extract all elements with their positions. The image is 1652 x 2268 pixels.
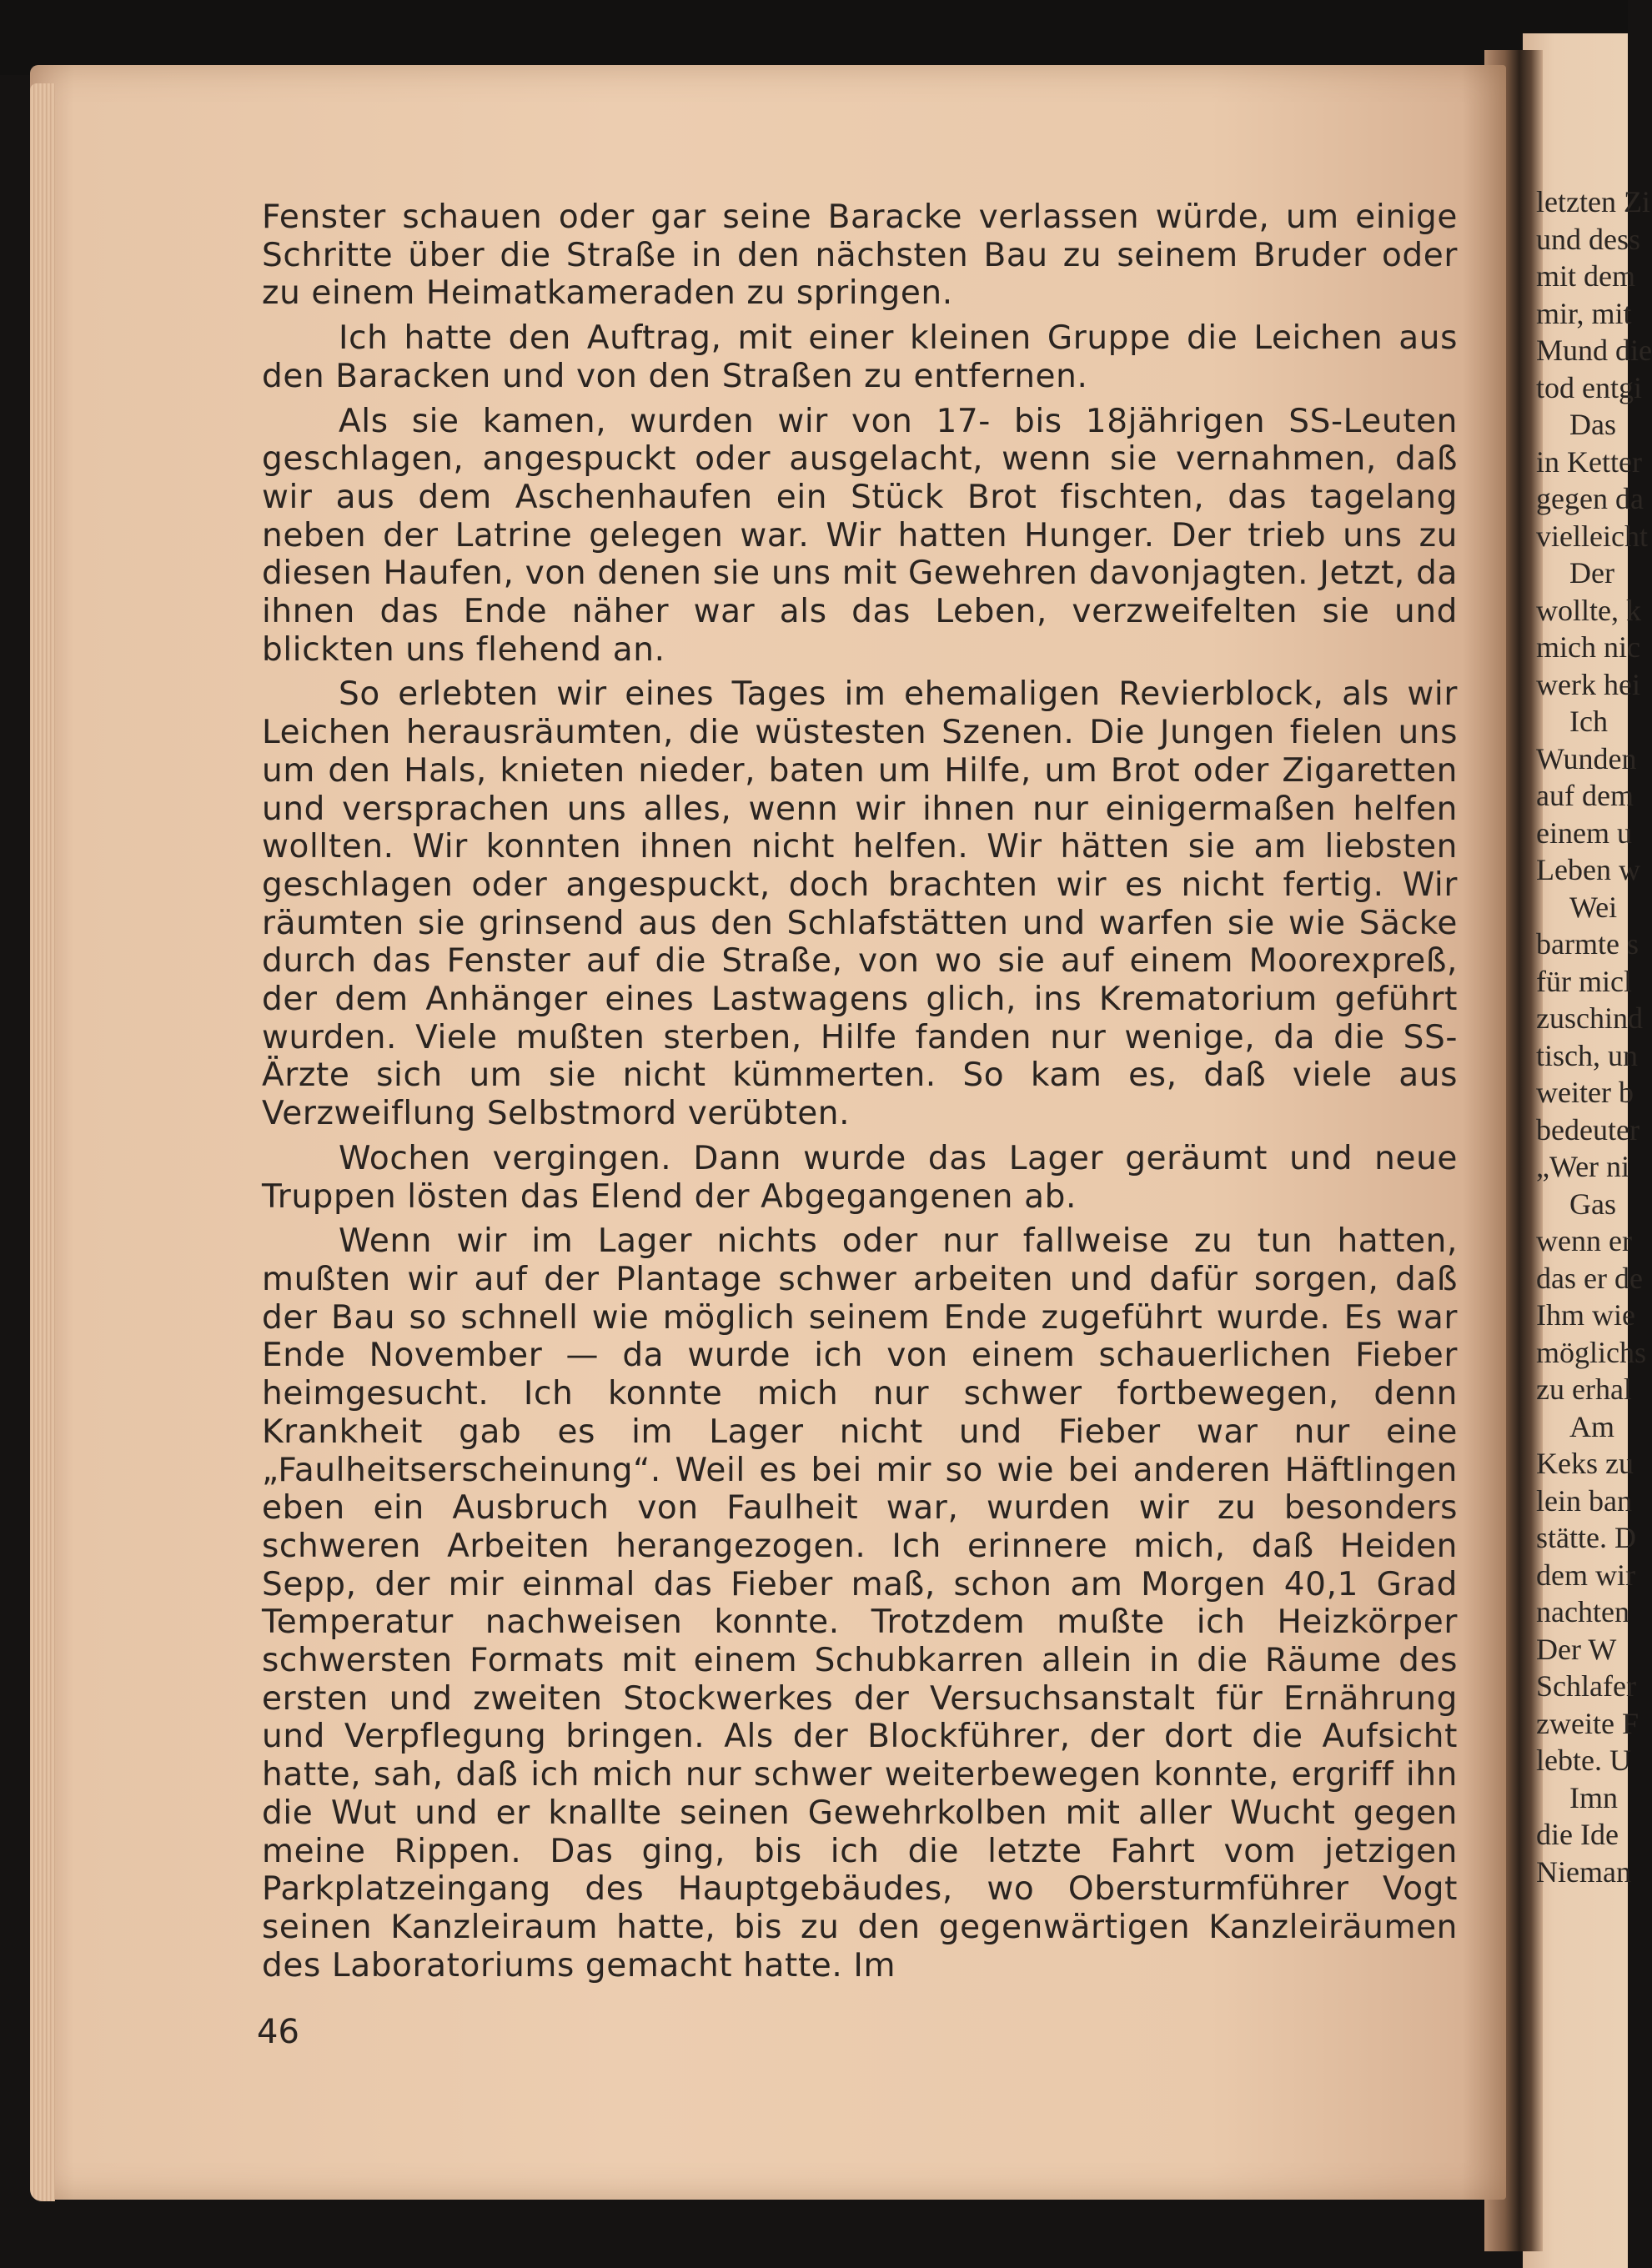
paragraph: Wenn wir im Lager nichts oder nur fallweise zu tun hatten, mußten wir auf der Plantage schwer arbeiten und dafür sorgen, daß der Bau so schnell wie möglich seinem Ende zugeführt wurde. Es war Ende November — da wurde ich von einem schauerlichen Fieber heimgesucht. Ich konnte mich nur schwer fortbewegen, denn Krankheit gab es im Lager nicht und Fieber war nur eine „Faulheitserscheinung“. Weil es bei mir so wie bei anderen Häftlingen eben ein Ausbruch von Faulheit war, wurden wir zu besonders schweren Arbeiten herangezogen. Ich erinnere mich, daß Heiden Sepp, der mir einmal das Fieber maß, schon am Morgen 40,1 Grad Temperatur nachweisen konnte. Trotzdem mußte ich Heizkörper schwersten Formats mit einem Schubkarren allein in die Räume des ersten und zweiten Stockwerkes der Versuchsanstalt für Ernährung und Verpflegung bringen. Als der Blockführer, der dort die Aufsicht hatte, sah, daß ich mich nur schwer weiterbewegen konnte, ergriff ihn die Wut und er knallte seinen Gewehrkolben mit aller Wucht gegen meine Rippen. Das ging, bis ich die letzte Fahrt vom jetzigen Parkplatzeingang des Hauptgebäudes, wo Obersturmführer Vogt seinen Kanzleiraum hatte, bis zu den gegenwärtigen Kanzleiräumen des Laboratoriums gemacht hatte. Im xyxy=(262,1222,1458,1984)
right-page-line: Keks zu xyxy=(1536,1447,1634,1480)
right-page-line: lein ban xyxy=(1536,1483,1632,1518)
right-page-line: werk hei xyxy=(1536,667,1640,701)
right-page-line: und dess xyxy=(1536,222,1640,256)
paragraph: Wochen vergingen. Dann wurde das Lager geräumt und neue Truppen lösten das Elend der Abgegangenen ab. xyxy=(262,1139,1458,1216)
right-page-line: Imn xyxy=(1569,1780,1618,1814)
right-page-line: lebte. U xyxy=(1536,1744,1631,1777)
right-page-line: dem wir xyxy=(1536,1558,1635,1592)
right-page-line: Schlafer xyxy=(1536,1669,1636,1703)
right-page-line: Wei xyxy=(1569,890,1618,924)
right-page-line: Am xyxy=(1569,1409,1614,1443)
right-page-line: zuschind xyxy=(1536,1001,1643,1035)
right-page-line: für micl xyxy=(1536,964,1632,998)
right-page-line: wenn er xyxy=(1536,1224,1632,1257)
right-page-line: gegen da xyxy=(1536,482,1644,515)
background-top xyxy=(0,0,1628,75)
right-page-line: stätte. D xyxy=(1536,1521,1636,1554)
right-page-line: Der W xyxy=(1536,1632,1617,1666)
right-page-line: zu erhal xyxy=(1536,1372,1632,1406)
right-page-line: Nieman xyxy=(1536,1854,1631,1889)
left-page-text xyxy=(262,198,1458,1991)
right-page-line: vielleicht xyxy=(1536,519,1648,553)
right-page-line: Der xyxy=(1569,556,1614,590)
right-page-line: Ihm wie xyxy=(1536,1298,1635,1332)
paragraph: Als sie kamen, wurden wir von 17- bis 18jährigen SS-Leuten geschlagen, angespuckt oder ausgelacht, wenn sie vernahmen, daß wir aus dem Aschenhaufen ein Stück Brot fischten, das tagelang neben der Latrine gelegen war. Wir hatten Hunger. Der trieb uns zu diesen Haufen, von denen sie uns mit Gewehren davonjagten. Jetzt, da ihnen das Ende näher war als das Leben, verzweifelten sie und blickten uns flehend an. xyxy=(262,402,1458,669)
right-page-line: auf dem xyxy=(1536,779,1634,812)
right-page-line: in Ketter xyxy=(1536,444,1642,479)
right-page-line: tod entgi xyxy=(1536,370,1642,404)
right-page-line: Leben w xyxy=(1536,853,1640,886)
paragraph: Fenster schauen oder gar seine Baracke verlassen würde, um einige Schritte über die Straße in den nächsten Bau zu seinem Bruder oder zu einem Heimatkameraden zu springen. xyxy=(262,198,1458,313)
right-page-line: barmte s xyxy=(1536,927,1639,961)
right-page-line: zweite F xyxy=(1536,1706,1639,1740)
right-page-line: Das xyxy=(1569,408,1616,441)
right-page-line: Ich xyxy=(1569,705,1608,738)
right-page-line: „Wer ni xyxy=(1536,1150,1630,1183)
right-page-line: die Ide xyxy=(1536,1818,1619,1851)
right-page-line: Mund die xyxy=(1536,334,1652,367)
paragraph: So erlebten wir eines Tages im ehemaligen Revierblock, als wir Leichen herausräumten, die wüstesten Szenen. Die Jungen fielen uns um den Hals, knieten nieder, baten um Hilfe, um Brot oder Zigaretten und versprachen uns alles, wenn wir ihnen nur einigermaßen helfen wollten. Wir konnten ihnen nicht helfen. Wir hätten sie am liebsten geschlagen oder angespuckt, doch brachten wir es nicht fertig. Wir räumten sie grinsend aus den Schlafstätten und warfen sie wie Säcke durch das Fenster auf die Straße, von wo sie auf einem Moorexpreß, der dem Anhänger eines Lastwagens glich, ins Krematorium geführt wurden. Viele mußten sterben, Hilfe fanden nur wenige, da die SS-Ärzte sich um sie nicht kümmerten. So kam es, daß viele aus Verzweiflung Selbstmord verübten. xyxy=(262,675,1458,1133)
right-page-line: das er de xyxy=(1536,1261,1643,1295)
right-page-line: möglichs xyxy=(1536,1335,1646,1369)
right-page-line: weiter b xyxy=(1536,1076,1634,1109)
page-number: 46 xyxy=(257,2013,299,2051)
right-page-line: mir, mit xyxy=(1536,296,1632,330)
right-page-line: mit dem xyxy=(1536,259,1635,293)
right-page-line: bedeuter xyxy=(1536,1112,1639,1147)
paragraph: Ich hatte den Auftrag, mit einer kleinen Gruppe die Leichen aus den Baracken und von den Straßen zu entfernen. xyxy=(262,319,1458,395)
right-page-line: tisch, un xyxy=(1536,1038,1638,1072)
right-page-line: letzten Zi xyxy=(1536,185,1650,218)
right-page-line: wollte, k xyxy=(1536,593,1641,627)
right-page-line: Wunden xyxy=(1536,741,1637,775)
right-page-text xyxy=(1536,183,1652,1890)
page-edges xyxy=(30,83,55,2201)
right-page-line: nachten xyxy=(1536,1595,1629,1628)
right-page-line: mich nic xyxy=(1536,630,1640,664)
right-page-line: Gas xyxy=(1569,1187,1616,1221)
right-page-line: einem u xyxy=(1536,815,1632,850)
